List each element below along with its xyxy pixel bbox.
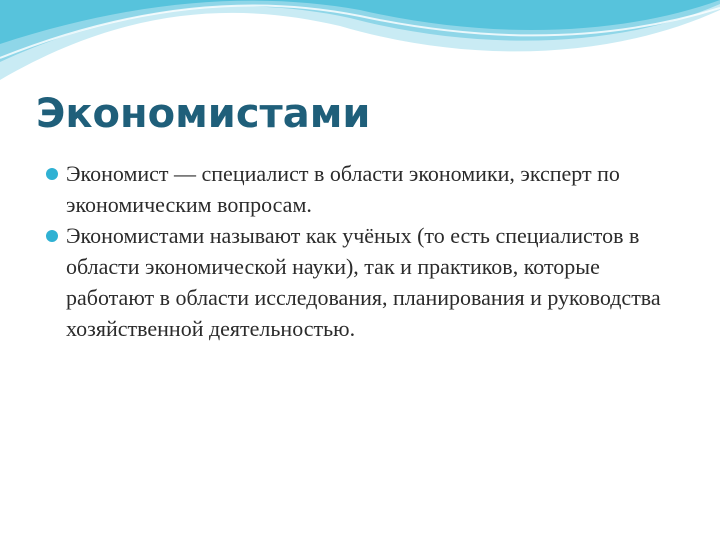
bullet-text: Экономистами называют как учёных (то есть специалистов в области экономической науки), так и практиков, которые работают в области исследования, планирования и руководства хозяйственной деятельностью. bbox=[66, 223, 661, 341]
slide-title: Экономистами bbox=[36, 91, 371, 137]
bullet-dot-icon bbox=[46, 230, 58, 242]
bullet-text: Экономист — специалист в области экономики, эксперт по экономическим вопросам. bbox=[66, 161, 620, 217]
bullet-dot-icon bbox=[46, 168, 58, 180]
bullet-item bbox=[44, 158, 684, 220]
bullet-list bbox=[44, 158, 684, 344]
bullet-item bbox=[44, 220, 684, 344]
